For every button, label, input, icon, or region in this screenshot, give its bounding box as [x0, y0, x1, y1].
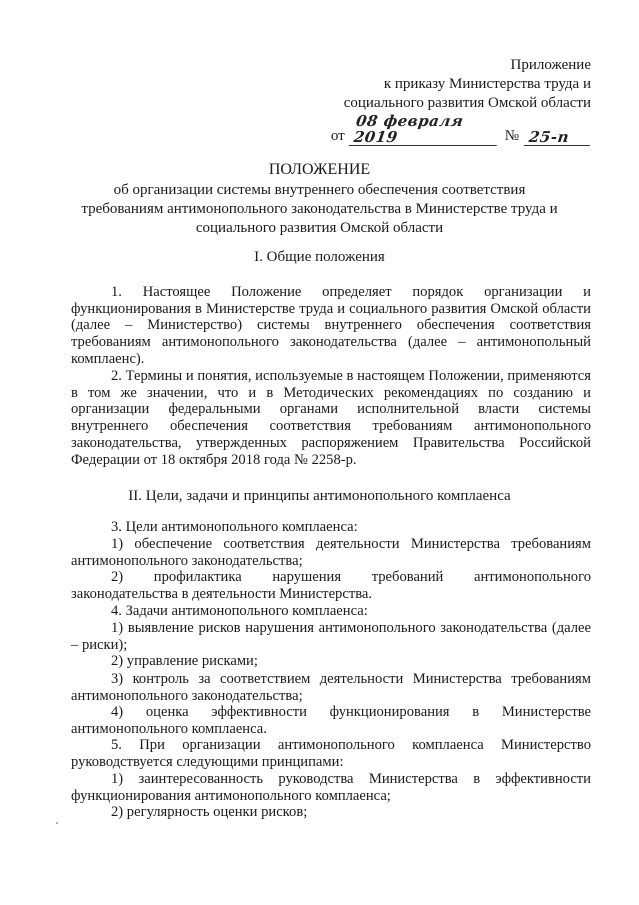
paragraph-5-1: 1) заинтересованность руководства Министерства в эффективности функционирования антимонопольного комплаенса;: [71, 771, 591, 804]
ministry-name: социального развития Омской области: [343, 95, 591, 111]
section-heading-1: I. Общие положения: [254, 249, 385, 265]
paragraph-1: 1. Настоящее Положение определяет порядок организации и функционирования в Министерстве труда и социального развития Омской области (далее – Министерство) системы внутреннего обеспечения соответствия требованиям антимонопольного законодательства (далее – антимонопольный комплаенс).: [71, 284, 591, 367]
number-prefix: №: [504, 128, 519, 144]
appendix-header: [331, 56, 591, 146]
date-prefix: от: [330, 128, 345, 144]
paragraph-4-4: 4) оценка эффективности функционирования в Министерстве антимонопольного комплаенса.: [71, 704, 591, 737]
paragraph-3-2: 2) профилактика нарушения требований антимонопольного законодательства в деятельности Министерства.: [71, 569, 591, 602]
paragraph-4-3: 3) контроль за соответствием деятельности Министерства требованиям антимонопольного законодательства;: [71, 671, 591, 704]
document-subtitle: об организации системы внутреннего обеспечения соответствия требованиям антимонопольного законодательства в Министерстве труда и социального развития Омской области: [81, 182, 558, 236]
handwritten-date: 08 февраля 2019: [348, 113, 501, 146]
paragraph-4-2: 2) управление рисками;: [111, 653, 258, 669]
paragraph-5-2: 2) регулярность оценки рисков;: [111, 804, 308, 820]
document-title: ПОЛОЖЕНИЕ: [268, 161, 371, 178]
handwritten-number: 25-п: [524, 129, 592, 146]
paragraph-4-1: 1) выявление рисков нарушения антимонопольного законодательства (далее – риски);: [71, 620, 591, 653]
date-number-line: [331, 113, 591, 146]
paragraph-4: 4. Задачи антимонопольного комплаенса:: [111, 603, 368, 619]
paragraph-3: 3. Цели антимонопольного комплаенса:: [111, 519, 358, 535]
scan-speck: [56, 822, 58, 824]
order-reference: к приказу Министерства труда и: [383, 76, 591, 92]
paragraph-2: 2. Термины и понятия, используемые в настоящем Положении, применяются в том же значении, что и в Методических рекомендациях по созданию и организации федеральными органами исполнительной власти системы внутреннего обеспечения соответствия требованиям антимонопольного законодательства, утвержденных распоряжением Правительства Российской Федерации от 18 октября 2018 года № 2258-р.: [71, 368, 591, 468]
paragraph-5: 5. При организации антимонопольного комплаенса Министерство руководствуется следующими принципами:: [71, 737, 591, 770]
appendix-label: Приложение: [510, 57, 591, 73]
section-heading-2: II. Цели, задачи и принципы антимонопольного комплаенса: [128, 488, 511, 504]
paragraph-3-1: 1) обеспечение соответствия деятельности Министерства требованиям антимонопольного законодательства;: [71, 536, 591, 569]
